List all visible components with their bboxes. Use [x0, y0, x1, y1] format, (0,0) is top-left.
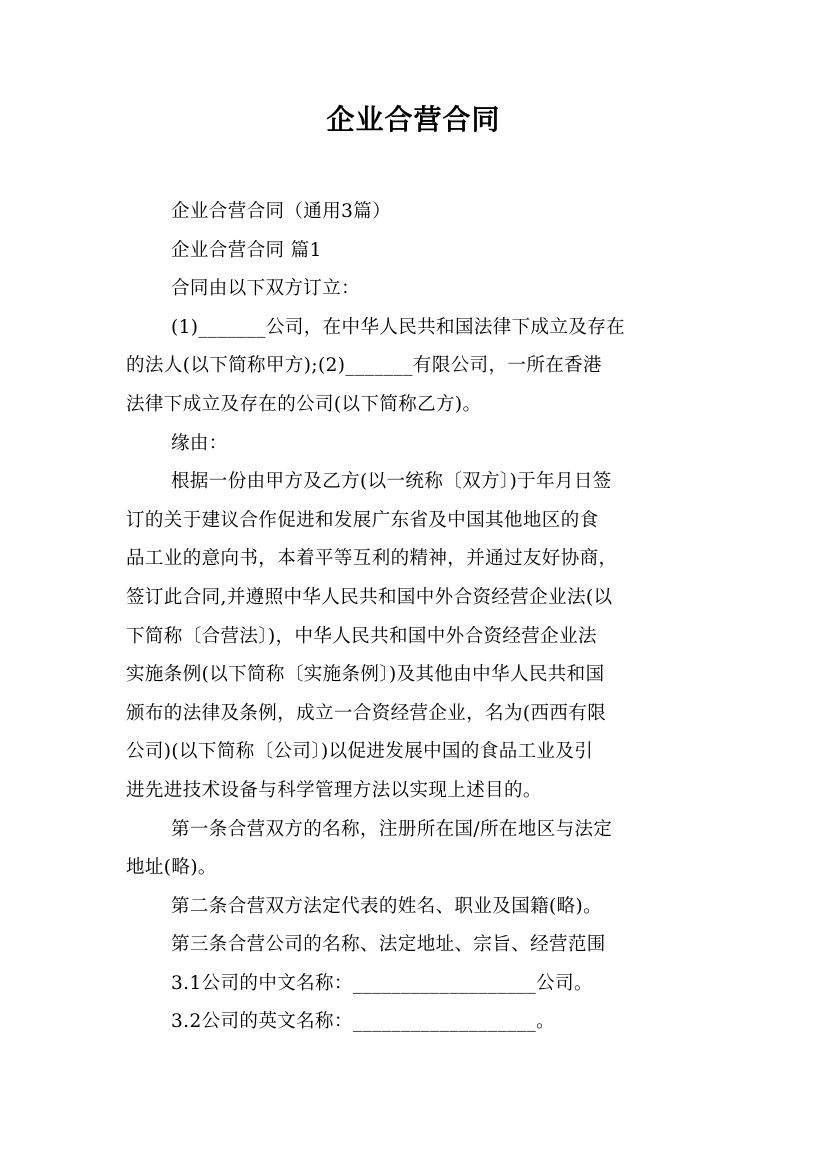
paragraph-line: 法律下成立及存在的公司(以下简称乙方)。 — [126, 393, 482, 415]
paragraph-line: 缘由： — [171, 432, 228, 454]
paragraph-line: 地址(略)。 — [126, 857, 217, 879]
paragraph-line: 公司)(以下简称〔公司〕)以促进发展中国的食品工业及引 — [126, 741, 594, 763]
paragraph-line: 第二条合营双方法定代表的姓名、职业及国籍(略)。 — [171, 895, 603, 917]
document-title: 企业合营合同 — [326, 103, 501, 136]
document-body — [126, 193, 708, 1042]
paragraph-line: 颁布的法律及条例，成立一合资经营企业，名为(西西有限 — [126, 702, 607, 724]
paragraph-line: 第三条合营公司的名称、法定地址、宗旨、经营范围 — [171, 934, 606, 956]
paragraph-line: 下简称〔合营法〕)，中华人民共和国中外合资经营企业法 — [126, 625, 597, 647]
paragraph-line: 实施条例(以下简称〔实施条例〕)及其他由中华人民共和国 — [126, 664, 605, 686]
paragraph-line: 3.2公司的英文名称：___________________。 — [171, 1011, 556, 1033]
paragraph-line: 企业合营合同（通用3篇） — [171, 201, 392, 222]
paragraph-line: 企业合营合同 篇1 — [171, 239, 322, 261]
paragraph-line: 第一条合营双方的名称，注册所在国/所在地区与法定 — [171, 818, 613, 840]
paragraph-line: 进先进技术设备与科学管理方法以实现上述目的。 — [126, 779, 542, 801]
paragraph-line: 订的关于建议合作促进和发展广东省及中国其他地区的食 — [126, 509, 599, 531]
paragraph-line: 的法人(以下简称甲方);(2)_______有限公司，一所在香港 — [126, 355, 602, 377]
paragraph-line: 根据一份由甲方及乙方(以一统称〔双方〕)于年月日签 — [171, 471, 612, 493]
paragraph-line: 签订此合同,并遵照中华人民共和国中外合资经营企业法(以 — [126, 586, 613, 608]
paragraph-line: 品工业的意向书，本着平等互利的精神，并通过友好协商， — [126, 548, 618, 570]
paragraph-line: (1)_______公司，在中华人民共和国法律下成立及存在 — [171, 316, 626, 338]
paragraph-line: 合同由以下双方订立： — [171, 278, 361, 300]
paragraph-line: 3.1公司的中文名称：___________________公司。 — [171, 972, 593, 994]
